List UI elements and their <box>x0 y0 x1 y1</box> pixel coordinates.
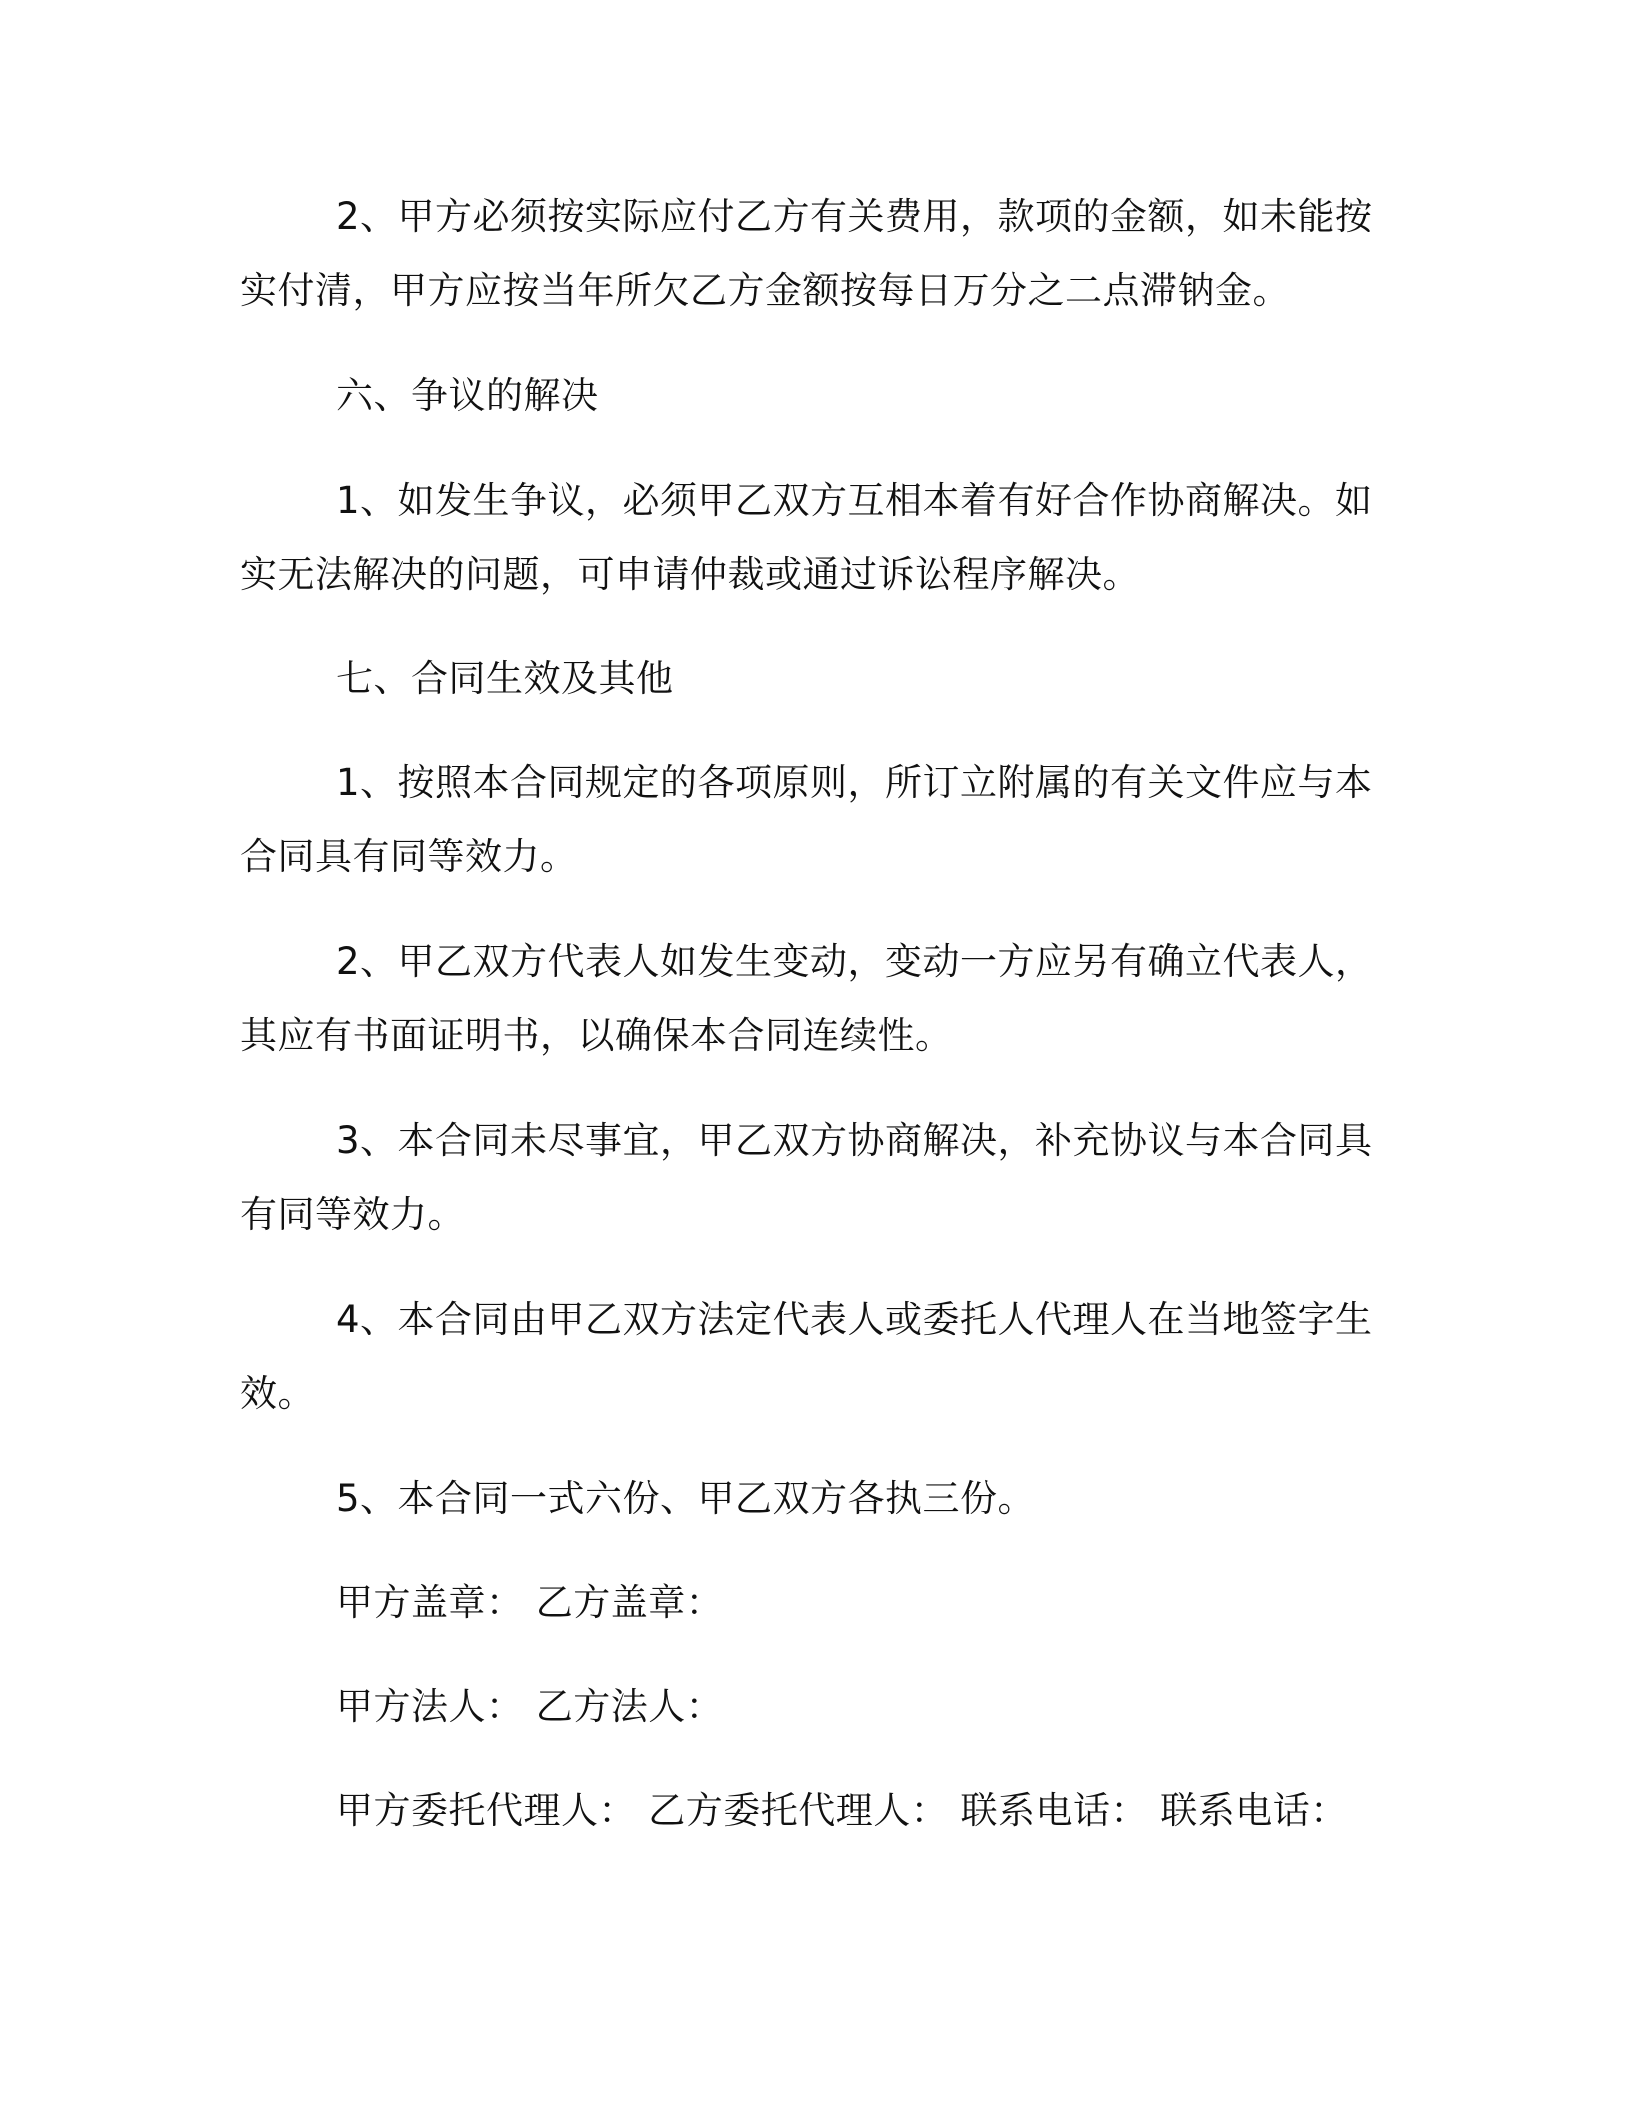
section-heading-dispute-resolution: 六、争议的解决 <box>336 374 599 417</box>
clause-7-3-line-2: 有同等效力。 <box>240 1193 465 1236</box>
clause-7-4-line-2: 效。 <box>240 1372 315 1415</box>
clause-5-2-line-2: 实付清，甲方应按当年所欠乙方金额按每日万分之二点滞钠金。 <box>240 269 1290 312</box>
clause-7-4-line-1: 4、本合同由甲乙双方法定代表人或委托人代理人在当地签字生 <box>336 1298 1373 1341</box>
clause-7-2-line-2: 其应有书面证明书，以确保本合同连续性。 <box>240 1014 953 1057</box>
section-heading-effectiveness: 七、合同生效及其他 <box>336 657 674 700</box>
clause-6-1-line-1: 1、如发生争议，必须甲乙双方互相本着有好合作协商解决。如 <box>336 479 1373 522</box>
clause-7-2-line-1: 2、甲乙双方代表人如发生变动，变动一方应另有确立代表人， <box>336 940 1373 983</box>
signature-seal-line: 甲方盖章： 乙方盖章： <box>336 1581 724 1624</box>
clause-7-3-line-1: 3、本合同未尽事宜，甲乙双方协商解决，补充协议与本合同具 <box>336 1119 1373 1162</box>
clause-7-1-line-1: 1、按照本合同规定的各项原则，所订立附属的有关文件应与本 <box>336 761 1373 804</box>
signature-agent-phone-line: 甲方委托代理人： 乙方委托代理人： 联系电话： 联系电话： <box>336 1789 1348 1832</box>
clause-7-5: 5、本合同一式六份、甲乙双方各执三份。 <box>336 1477 1036 1520</box>
clause-5-2-line-1: 2、甲方必须按实际应付乙方有关费用，款项的金额，如未能按 <box>336 195 1373 238</box>
clause-7-1-line-2: 合同具有同等效力。 <box>240 835 578 878</box>
clause-6-1-line-2: 实无法解决的问题，可申请仲裁或通过诉讼程序解决。 <box>240 553 1140 596</box>
signature-legal-person-line: 甲方法人： 乙方法人： <box>336 1685 724 1728</box>
